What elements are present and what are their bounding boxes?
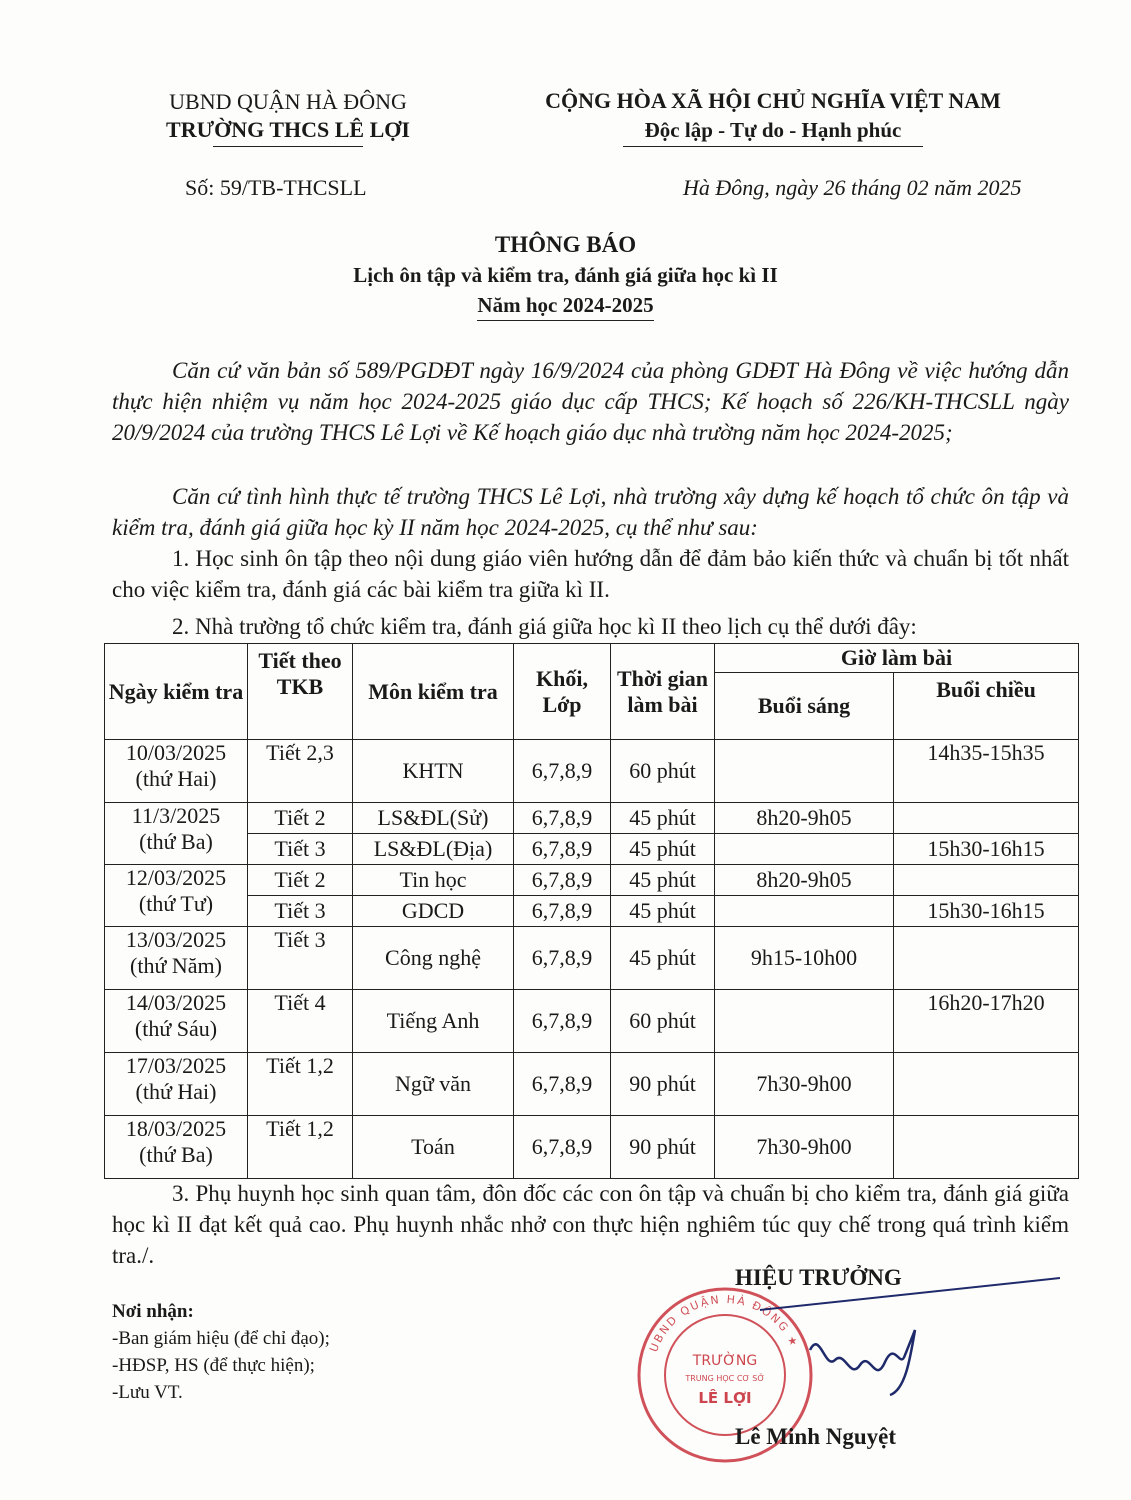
afternoon-time-cell: 16h20-17h20 — [894, 990, 1079, 1053]
header-afternoon: Buổi chiều — [894, 673, 1079, 740]
morning-time-cell: 7h30-9h00 — [715, 1116, 894, 1179]
item-3-paragraph: 3. Phụ huynh học sinh quan tâm, đôn đốc các con ôn tập và chuẩn bị cho kiểm tra, đánh giá giữa học kì II đạt kết quả cao. Phụ huynh nhắc nhở con thực hiện nghiêm túc quy chế trong quá trình kiểm tra./. — [112, 1181, 1069, 1268]
exam-weekday: (thứ Sáu) — [134, 1016, 218, 1041]
school-name: TRƯỜNG THCS LÊ LỢI — [166, 117, 410, 142]
motto-underline — [623, 146, 923, 147]
context-paragraph: Căn cứ tình hình thực tế trường THCS Lê Lợi, nhà trường xây dựng kế hoạch tổ chức ôn tập và kiểm tra, đánh giá giữa học kỳ II năm học 2024-2025, cụ thể như sau: — [112, 484, 1069, 540]
afternoon-time-cell — [894, 927, 1079, 990]
document-title-block — [0, 230, 1131, 321]
exam-date-cell — [105, 803, 248, 865]
afternoon-time-cell: 14h35-15h35 — [894, 740, 1079, 803]
item-2-paragraph: 2. Nhà trường tổ chức kiểm tra, đánh giá giữa học kì II theo lịch cụ thể dưới đây: — [172, 614, 917, 639]
exam-weekday: (thứ Ba) — [139, 829, 213, 854]
exam-date-cell — [105, 1116, 248, 1179]
exam-weekday: (thứ Năm) — [130, 953, 222, 978]
subject-cell: Toán — [353, 1116, 514, 1179]
duration-cell: 45 phút — [611, 896, 715, 927]
exam-date: 17/03/2025 — [125, 1053, 227, 1078]
recipients-block — [112, 1298, 330, 1406]
period-cell: Tiết 4 — [248, 990, 353, 1053]
header-time-group: Giờ làm bài — [715, 644, 1079, 673]
signer-title: HIỆU TRƯỞNG — [735, 1265, 902, 1290]
grade-cell: 6,7,8,9 — [514, 1116, 611, 1179]
schedule-row — [105, 865, 1079, 896]
afternoon-time-cell — [894, 803, 1079, 834]
subject-cell: LS&ĐL(Địa) — [353, 834, 514, 865]
afternoon-time-cell — [894, 1116, 1079, 1179]
recipients-label: Nơi nhận: — [112, 1301, 194, 1322]
subject-cell: Công nghệ — [353, 927, 514, 990]
morning-time-cell — [715, 834, 894, 865]
duration-cell: 90 phút — [611, 1116, 715, 1179]
schedule-row — [105, 1053, 1079, 1116]
period-cell: Tiết 2,3 — [248, 740, 353, 803]
duration-cell: 60 phút — [611, 740, 715, 803]
morning-time-cell — [715, 990, 894, 1053]
recipient-item: -HĐSP, HS (để thực hiện); — [112, 1355, 315, 1376]
subject-cell: Ngữ văn — [353, 1053, 514, 1116]
national-motto: Độc lập - Tự do - Hạnh phúc — [644, 118, 902, 142]
schedule-row — [105, 1116, 1079, 1179]
exam-weekday: (thứ Hai) — [135, 766, 217, 791]
national-heading-block — [488, 86, 1058, 147]
document-number: Số: 59/TB-THCSLL — [185, 175, 367, 200]
subject-cell: Tiếng Anh — [353, 990, 514, 1053]
grade-cell: 6,7,8,9 — [514, 740, 611, 803]
exam-date-cell — [105, 1053, 248, 1116]
period-cell: Tiết 2 — [248, 803, 353, 834]
svg-text:TRUNG HỌC CƠ SỞ: TRUNG HỌC CƠ SỞ — [685, 1374, 765, 1383]
duration-cell: 45 phút — [611, 803, 715, 834]
school-underline — [213, 146, 363, 147]
morning-time-cell — [715, 740, 894, 803]
signer-name: Lê Minh Nguyệt — [735, 1424, 896, 1449]
duration-cell: 90 phút — [611, 1053, 715, 1116]
document-title: THÔNG BÁO — [494, 232, 637, 257]
header-date: Ngày kiểm tra — [105, 644, 248, 740]
schedule-row — [105, 896, 1079, 927]
nation-title: CỘNG HÒA XÃ HỘI CHỦ NGHĨA VIỆT NAM — [545, 88, 1001, 113]
header-grade: Khối, Lớp — [514, 644, 611, 740]
header-period: Tiết theo TKB — [248, 644, 353, 740]
exam-date-cell — [105, 990, 248, 1053]
school-year: Năm học 2024-2025 — [477, 290, 653, 321]
handwritten-signature — [700, 1270, 1060, 1410]
period-cell: Tiết 1,2 — [248, 1116, 353, 1179]
schedule-row — [105, 990, 1079, 1053]
exam-date: 11/3/2025 — [131, 803, 221, 828]
morning-time-cell: 8h20-9h05 — [715, 803, 894, 834]
issuing-authority-block — [128, 88, 448, 147]
exam-date: 18/03/2025 — [125, 1116, 227, 1141]
morning-time-cell: 7h30-9h00 — [715, 1053, 894, 1116]
grade-cell: 6,7,8,9 — [514, 927, 611, 990]
period-cell: Tiết 3 — [248, 927, 353, 990]
exam-weekday: (thứ Hai) — [135, 1079, 217, 1104]
header-morning: Buổi sáng — [715, 673, 894, 740]
morning-time-cell — [715, 896, 894, 927]
exam-date: 12/03/2025 — [125, 865, 227, 890]
exam-schedule-body — [105, 740, 1079, 1179]
exam-date-cell — [105, 927, 248, 990]
period-cell: Tiết 2 — [248, 865, 353, 896]
morning-time-cell: 8h20-9h05 — [715, 865, 894, 896]
subject-cell: Tin học — [353, 865, 514, 896]
exam-date: 13/03/2025 — [125, 927, 227, 952]
grade-cell: 6,7,8,9 — [514, 896, 611, 927]
document-date: Hà Đông, ngày 26 tháng 02 năm 2025 — [683, 175, 1022, 200]
period-cell: Tiết 1,2 — [248, 1053, 353, 1116]
legal-basis-paragraph: Căn cứ văn bản số 589/PGDĐT ngày 16/9/2024 của phòng GDĐT Hà Đông về việc hướng dẫn thực hiện nhiệm vụ năm học 2024-2025 giáo dục cấp THCS; Kế hoạch số 226/KH-THCSLL ngày 20/9/2024 của trường THCS Lê Lợi về Kế hoạch giáo dục nhà trường năm học 2024-2025; — [112, 358, 1069, 445]
grade-cell: 6,7,8,9 — [514, 1053, 611, 1116]
duration-cell: 45 phút — [611, 865, 715, 896]
afternoon-time-cell: 15h30-16h15 — [894, 834, 1079, 865]
header-subject: Môn kiểm tra — [353, 644, 514, 740]
header-duration: Thời gian làm bài — [611, 644, 715, 740]
exam-weekday: (thứ Ba) — [139, 1142, 213, 1167]
svg-text:TRƯỜNG: TRƯỜNG — [692, 1353, 758, 1369]
afternoon-time-cell: 15h30-16h15 — [894, 896, 1079, 927]
period-cell: Tiết 3 — [248, 834, 353, 865]
exam-date-cell — [105, 865, 248, 927]
grade-cell: 6,7,8,9 — [514, 865, 611, 896]
schedule-row — [105, 803, 1079, 834]
exam-date: 10/03/2025 — [125, 740, 227, 765]
subject-cell: KHTN — [353, 740, 514, 803]
svg-text:LÊ LỢI: LÊ LỢI — [698, 1389, 752, 1407]
subject-cell: LS&ĐL(Sử) — [353, 803, 514, 834]
grade-cell: 6,7,8,9 — [514, 834, 611, 865]
schedule-row — [105, 740, 1079, 803]
grade-cell: 6,7,8,9 — [514, 803, 611, 834]
exam-date: 14/03/2025 — [125, 990, 227, 1015]
document-subtitle: Lịch ôn tập và kiểm tra, đánh giá giữa học kì II — [353, 263, 778, 287]
morning-time-cell: 9h15-10h00 — [715, 927, 894, 990]
item-1-paragraph: 1. Học sinh ôn tập theo nội dung giáo viên hướng dẫn để đảm bảo kiến thức và chuẩn bị tốt nhất cho việc kiểm tra, đánh giá các bài kiểm tra giữa kì II. — [112, 546, 1069, 602]
period-cell: Tiết 3 — [248, 896, 353, 927]
exam-date-cell — [105, 740, 248, 803]
recipient-item: -Ban giám hiệu (để chỉ đạo); — [112, 1328, 330, 1349]
afternoon-time-cell — [894, 1053, 1079, 1116]
grade-cell: 6,7,8,9 — [514, 990, 611, 1053]
authority-name: UBND QUẬN HÀ ĐÔNG — [169, 89, 407, 114]
schedule-row — [105, 927, 1079, 990]
exam-schedule-table — [104, 643, 1079, 1179]
recipient-item: -Lưu VT. — [112, 1382, 183, 1403]
subject-cell: GDCD — [353, 896, 514, 927]
afternoon-time-cell — [894, 865, 1079, 896]
exam-weekday: (thứ Tư) — [138, 891, 214, 916]
schedule-row — [105, 834, 1079, 865]
svg-text:UBND QUẬN HÀ ĐÔNG ★: UBND QUẬN HÀ ĐÔNG ★ — [647, 1292, 802, 1354]
duration-cell: 45 phút — [611, 834, 715, 865]
duration-cell: 60 phút — [611, 990, 715, 1053]
duration-cell: 45 phút — [611, 927, 715, 990]
